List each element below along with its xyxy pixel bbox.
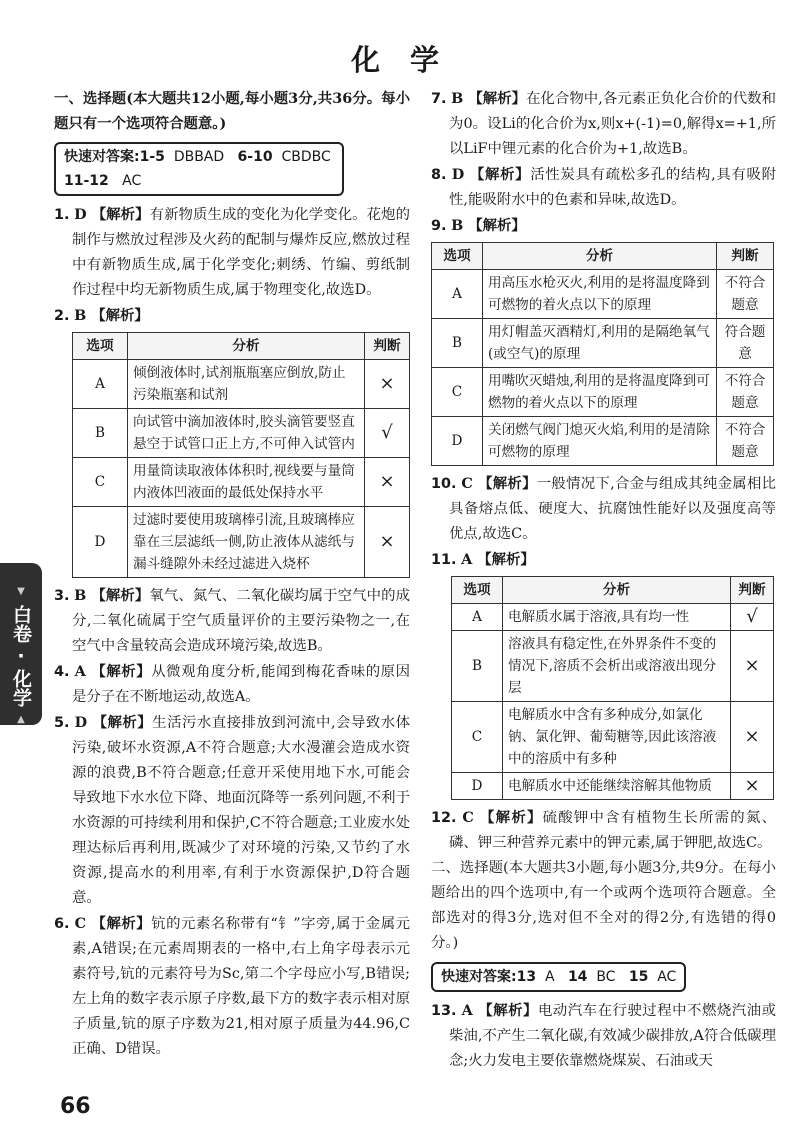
question-11 <box>431 547 776 573</box>
q2-num: 2. <box>54 308 70 324</box>
q11-th-analysis: 分析 <box>503 577 731 604</box>
cell: × <box>365 360 410 409</box>
cell: × <box>365 458 410 507</box>
q7-text: 在化合物中,各元素正负化合价的代数和为0。设Li的化合价为x,则x+(-1)=0,解得x=+1,所以LiF中锂元素的化合价为+1,故选B。 <box>449 91 776 157</box>
cell: 不符合题意 <box>717 368 774 417</box>
cell: 电解质水中含有多种成分,如氯化钠、氯化钾、葡萄糖等,因此该溶液中的溶质中有多种 <box>503 702 731 773</box>
qa-answers-3: AC <box>122 173 142 189</box>
q9-th-analysis: 分析 <box>483 243 717 270</box>
side-tab-arrow-icon: ▼ <box>17 586 25 597</box>
table-row <box>452 604 774 631</box>
cell: 电解质水属于溶液,具有均一性 <box>503 604 731 631</box>
q12-text: 硫酸钾中含有植物生长所需的氮、磷、钾三种营养元素中的钾元素,属于钾肥,故选C。 <box>449 810 776 851</box>
question-1 <box>54 202 410 303</box>
qa2-n13: 13 <box>516 969 537 985</box>
q3-num: 3. <box>54 588 70 604</box>
q4-num: 4. <box>54 664 70 680</box>
cell: C <box>73 458 128 507</box>
q4-head: A 【解析】 <box>74 663 152 680</box>
quick-answers-box <box>54 142 344 196</box>
section1-heading: 一、选择题(本大题共12小题,每小题3分,共36分。每小题只有一个选项符合题意。) <box>54 90 410 132</box>
cell: A <box>452 604 503 631</box>
q12-head: C 【解析】 <box>462 809 543 826</box>
qa2-a14: BC <box>596 969 616 985</box>
side-tab-dot: · <box>17 645 25 667</box>
cell: D <box>73 507 128 578</box>
left-column <box>54 86 410 1062</box>
q2-head: B 【解析】 <box>74 307 149 324</box>
q13-num: 13. <box>431 1003 457 1019</box>
qa2-a15: AC <box>657 969 677 985</box>
cell: C <box>452 702 503 773</box>
q9-head: B 【解析】 <box>451 217 526 234</box>
table-row <box>73 409 410 458</box>
question-7 <box>431 86 776 162</box>
q9-num: 9. <box>431 218 447 234</box>
cell: 用高压水枪灭火,利用的是将温度降到可燃物的着火点以下的原理 <box>483 270 717 319</box>
cell: C <box>432 368 483 417</box>
cell: B <box>73 409 128 458</box>
section2-heading <box>431 856 776 956</box>
cell: × <box>731 631 774 702</box>
qa2-label: 快速对答案: <box>441 969 517 985</box>
q2-th-analysis: 分析 <box>128 333 365 360</box>
cell: 电解质水中还能继续溶解其他物质 <box>503 773 731 800</box>
q11-th-judge: 判断 <box>731 577 774 604</box>
side-tab-line2: 化学 <box>10 669 32 707</box>
cell: 倾倒液体时,试剂瓶瓶塞应倒放,防止污染瓶塞和试剂 <box>128 360 365 409</box>
page-title: 化 学 <box>350 43 450 77</box>
q5-head: D 【解析】 <box>74 714 153 731</box>
table-row <box>432 319 774 368</box>
qa-answers-2: CBDBC <box>281 149 331 165</box>
question-6 <box>54 911 410 1062</box>
quick-answers-label: 快速对答案: <box>64 149 140 165</box>
table-row <box>73 458 410 507</box>
cell: 过滤时要使用玻璃棒引流,且玻璃棒应靠在三层滤纸一侧,防止液体从滤纸与漏斗缝隙外未经过滤进入烧杯 <box>128 507 365 578</box>
quick-answers-box-2 <box>431 962 686 992</box>
q2-table <box>72 332 410 578</box>
q11-num: 11. <box>431 552 457 568</box>
q3-text: 氧气、氮气、二氧化碳均属于空气中的成分,二氧化硫属于空气质量评价的主要污染物之一,在空气中含量较高会造成环境污染,故选B。 <box>72 588 410 654</box>
qa2-n14: 14 <box>567 969 588 985</box>
side-tab <box>0 563 42 725</box>
q4-text: 从微观角度分析,能闻到梅花香味的原因是分子在不断地运动,故选A。 <box>72 664 410 705</box>
table-row <box>73 507 410 578</box>
q6-text: 钪的元素名称带有“钅”字旁,属于金属元素,A错误;在元素周期表的一格中,右上角字母表示元素符号,钪的元素符号为Sc,第二个字母应小写,B错误;左上角的数字表示原子序数,最下方的数字表示相对原子质量,钪的原子序数为21,相对原子质量为44.96,C正确、D错误。 <box>72 916 410 1057</box>
cell: 向试管中滴加液体时,胶头滴管要竖直悬空于试管口正上方,不可伸入试管内 <box>128 409 365 458</box>
q5-text: 生活污水直接排放到河流中,会导致水体污染,破坏水资源,A不符合题意;大水漫灌会造成水资源的浪费,B不符合题意;任意开采使用地下水,可能会导致地下水水位下降、地面沉降等一系列问题,不利于水资源的可持续利用和保护,C不符合题意;工业废水处理达标后再利用,既减少了对环境的污染,又节约了水资源,提高水的利用率,有利于水资源保护,D符合题意。 <box>72 715 411 906</box>
question-12 <box>431 805 776 856</box>
q8-num: 8. <box>431 167 447 183</box>
question-5 <box>54 710 410 911</box>
table-row <box>452 702 774 773</box>
cell: 用灯帽盖灭酒精灯,利用的是隔绝氧气(或空气)的原理 <box>483 319 717 368</box>
qa-range-3: 11-12 <box>64 173 109 189</box>
table-row <box>452 631 774 702</box>
table-row <box>432 270 774 319</box>
qa-answers-1: DBBAD <box>173 149 225 165</box>
cell: 用嘴吹灭蜡烛,利用的是将温度降到可燃物的着火点以下的原理 <box>483 368 717 417</box>
q12-num: 12. <box>431 810 457 826</box>
q9-th-option: 选项 <box>432 243 483 270</box>
cell: A <box>73 360 128 409</box>
right-column <box>431 86 776 1074</box>
cell: A <box>432 270 483 319</box>
question-13 <box>431 998 776 1074</box>
cell: 溶液具有稳定性,在外界条件不变的情况下,溶质不会析出或溶液出现分层 <box>503 631 731 702</box>
q13-head: A 【解析】 <box>461 1002 538 1019</box>
cell: √ <box>731 604 774 631</box>
qa-range-1: 1-5 <box>139 149 165 165</box>
q11-head: A 【解析】 <box>461 551 535 568</box>
q3-head: B 【解析】 <box>74 587 150 604</box>
q5-num: 5. <box>54 715 70 731</box>
table-row <box>73 360 410 409</box>
cell: 不符合题意 <box>717 417 774 466</box>
qa2-n15: 15 <box>628 969 649 985</box>
q11-th-option: 选项 <box>452 577 503 604</box>
cell: × <box>365 507 410 578</box>
cell: B <box>452 631 503 702</box>
q11-table <box>451 576 774 800</box>
table-row <box>432 368 774 417</box>
q1-head: D 【解析】 <box>74 206 150 223</box>
q9-table <box>431 242 774 466</box>
qa-range-2: 6-10 <box>237 149 273 165</box>
cell: B <box>432 319 483 368</box>
side-tab-line1: 白卷 <box>10 605 32 643</box>
question-8 <box>431 162 776 213</box>
side-tab-arrow-icon-bottom: ▲ <box>17 714 25 725</box>
table-row <box>432 417 774 466</box>
q7-head: B 【解析】 <box>451 90 527 107</box>
cell: D <box>432 417 483 466</box>
page-number: 66 <box>60 1094 91 1119</box>
q9-th-judge: 判断 <box>717 243 774 270</box>
section2-text: 二、选择题(本大题共3小题,每小题3分,共9分。在每小题给出的四个选项中,有一个或两个选项符合题意。全部选对的得3分,选对但不全对的得2分,有选错的得0分。) <box>431 860 776 951</box>
cell: D <box>452 773 503 800</box>
q8-head: D 【解析】 <box>451 166 531 183</box>
question-4 <box>54 659 410 710</box>
cell: 不符合题意 <box>717 270 774 319</box>
question-10 <box>431 471 776 547</box>
cell: × <box>731 773 774 800</box>
cell: √ <box>365 409 410 458</box>
qa2-a13: A <box>545 969 555 985</box>
cell: 符合题意 <box>717 319 774 368</box>
question-2 <box>54 303 410 329</box>
q1-num: 1. <box>54 207 70 223</box>
q6-num: 6. <box>54 916 70 932</box>
q2-th-option: 选项 <box>73 333 128 360</box>
cell: 用量筒读取液体体积时,视线要与量筒内液体凹液面的最低处保持水平 <box>128 458 365 507</box>
q6-head: C 【解析】 <box>74 915 152 932</box>
cell: × <box>731 702 774 773</box>
q10-text: 一般情况下,合金与组成其纯金属相比具备熔点低、硬度大、抗腐蚀性能好以及强度高等优点,故选C。 <box>449 476 777 542</box>
q10-head: C 【解析】 <box>461 475 537 492</box>
q2-th-judge: 判断 <box>365 333 410 360</box>
q7-num: 7. <box>431 91 447 107</box>
table-row <box>452 773 774 800</box>
q1-text: 有新物质生成的变化为化学变化。花炮的制作与燃放过程涉及火药的配制与爆炸反应,燃放过程中有新物质生成,属于化学变化;刺绣、竹编、剪纸制作过程中均无新物质生成,属于物理变化,故选D。 <box>72 207 410 298</box>
q13-text: 电动汽车在行驶过程中不燃烧汽油或柴油,不产生二氧化碳,有效减少碳排放,A符合低碳理念;火力发电主要依靠燃烧煤炭、石油或天 <box>449 1003 776 1069</box>
cell: 关闭燃气阀门熄灭火焰,利用的是清除可燃物的原理 <box>483 417 717 466</box>
q10-num: 10. <box>431 476 457 492</box>
question-9 <box>431 213 776 239</box>
question-3 <box>54 583 410 659</box>
q8-text: 活性炭具有疏松多孔的结构,具有吸附性,能吸附水中的色素和异味,故选D。 <box>449 167 777 208</box>
